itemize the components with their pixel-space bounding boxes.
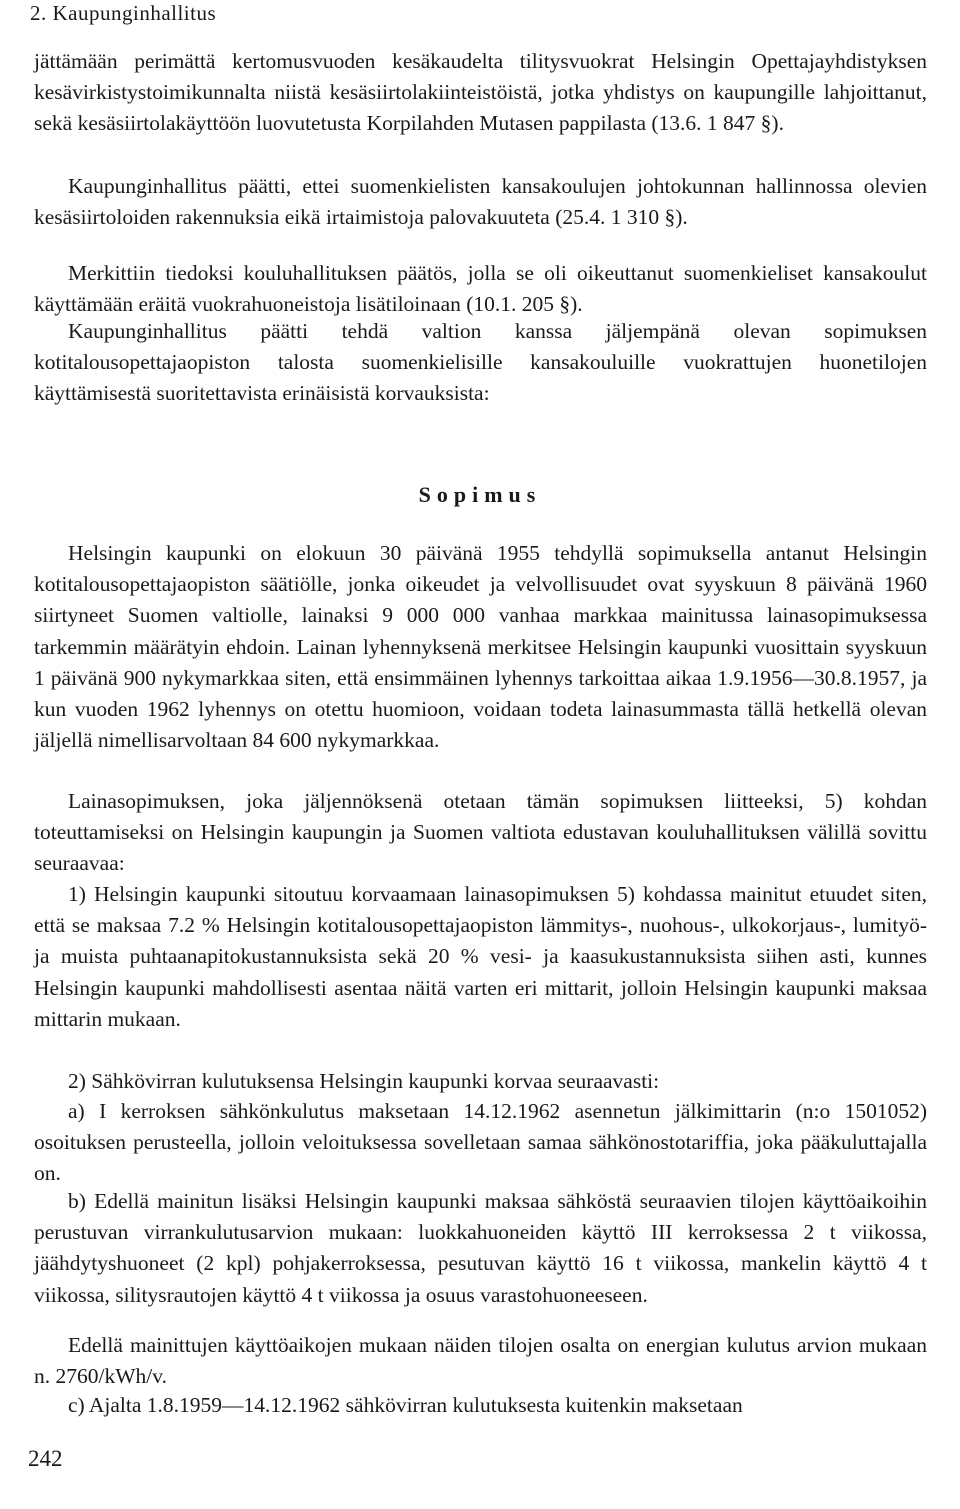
contract-title: Sopimus xyxy=(418,482,542,507)
page-number: 242 xyxy=(28,1446,63,1471)
term-2a-first-floor: a) I kerroksen sähkönkulutus maksetaan 14.12.1962 asennetun jälkimittarin (n:o 1501052) osoituksen perusteella, jolloin veloituksessa sovelletaan samaa sähkönostotariffia, joka pääkuluttajalla on. xyxy=(34,1099,927,1186)
paragraph-school-board-decision: Merkittiin tiedoksi kouluhallituksen päätös, jolla se oli oikeuttanut suomenkieliset kansakoulut käyttämään eräitä vuokrahuoneistoja lisätiloinaan (10.1. 205 §). xyxy=(34,261,927,317)
term-2c-period: c) Ajalta 1.8.1959—14.12.1962 sähkövirran kulutuksesta kuitenkin maksetaan xyxy=(68,1393,743,1417)
term-1-heating-costs: 1) Helsingin kaupunki sitoutuu korvaamaan lainasopimuksen 5) kohdassa mainitut etuudet siten, että se maksaa 7.2 % Helsingin kotitalousopettajaopiston lämmitys-, nuohous-, ulkokorjaus-, lumityö- ja muista puhtaanapitokustannuksista sekä 20 % vesi- ja kaasukustannuksista siihen asti, kunnes Helsingin kaupunki mahdollisesti asentaa näitä varten eri mittarit, jolloin Helsingin kaupunki maksaa mittarin mukaan. xyxy=(34,882,927,1031)
paragraph-loan-background: Helsingin kaupunki on elokuun 30 päivänä 1955 tehdyllä sopimuksella antanut Helsingin kotitalousopettajaopiston säätiölle, jonka oikeudet ja velvollisuudet ovat syyskuun 8 päivänä 1960 siirtyneet Suomen valtiolle, lainaksi 9 000 000 vanhaa markkaa mainitussa lainasopimuksessa tarkemmin määrätyin ehdoin. Lainan lyhennyksenä merkitsee Helsingin kaupunki vuosittain syyskuun 1 päivänä 900 nykymarkkaa siten, että ensimmäinen lyhennys tarkoittaa aikaa 1.9.1956—30.8.1957, ja kun vuoden 1962 lyhennys on otettu huomioon, voidaan todeta lainasummasta tällä hetkellä olevan jäljellä nimellisarvoltaan 84 600 nykymarkkaa. xyxy=(34,541,927,753)
paragraph-continued: jättämään perimättä kertomusvuoden kesäkaudelta tilitysvuokrat Helsingin Opettajayhdistyksen kesävirkistystoimikunnalta niistä kesäsiirtolakiinteistöistä, jotka yhdistys on kaupungille lahjoittanut, sekä kesäsiirtolakäyttöön luovutetusta Korpilahden Mutasen pappilasta (13.6. 1 847 §). xyxy=(34,49,927,136)
paragraph-decision-fire-insurance: Kaupunginhallitus päätti, ettei suomenkielisten kansakoulujen johtokunnan hallinnossa olevien kesäsiirtoloiden rakennuksia eikä irtaimistoja palovakuuteta (25.4. 1 310 §). xyxy=(34,174,927,230)
paragraph-agreement-basis: Lainasopimuksen, joka jäljennöksenä otetaan tämän sopimuksen liitteeksi, 5) kohdan toteuttamiseksi on Helsingin kaupungin ja Suomen valtiota edustavan kouluhallituksen välillä sovittu seuraavaa: xyxy=(34,789,927,876)
running-header: 2. Kaupunginhallitus xyxy=(30,1,217,25)
paragraph-energy-estimate: Edellä mainittujen käyttöaikojen mukaan näiden tilojen osalta on energian kulutus arvion mukaan n. 2760/kWh/v. xyxy=(34,1333,927,1389)
term-2b-usage-estimate: b) Edellä mainitun lisäksi Helsingin kaupunki maksaa sähköstä seuraavien tilojen käyttöaikoihin perustuvan virrankulutusarvion mukaan: luokkahuoneiden käyttö III kerroksessa 2 t viikossa, jäähdytyshuoneet (2 kpl) pohjakerroksessa, pesutuvan käyttö 16 t viikossa, mankelin käyttö 4 t viikossa, silitysrautojen käyttö 4 t viikossa ja osuus varastohuoneeseen. xyxy=(34,1189,927,1307)
paragraph-contract-intro: Kaupunginhallitus päätti tehdä valtion kanssa jäljempänä olevan sopimuksen kotitalousopettajaopiston talosta suomenkielisille kansakouluille vuokrattujen huonetilojen käyttämisestä suoritettavista erinäisistä korvauksista: xyxy=(34,319,927,406)
term-2-electricity: 2) Sähkövirran kulutuksensa Helsingin kaupunki korvaa seuraavasti: xyxy=(68,1069,660,1093)
